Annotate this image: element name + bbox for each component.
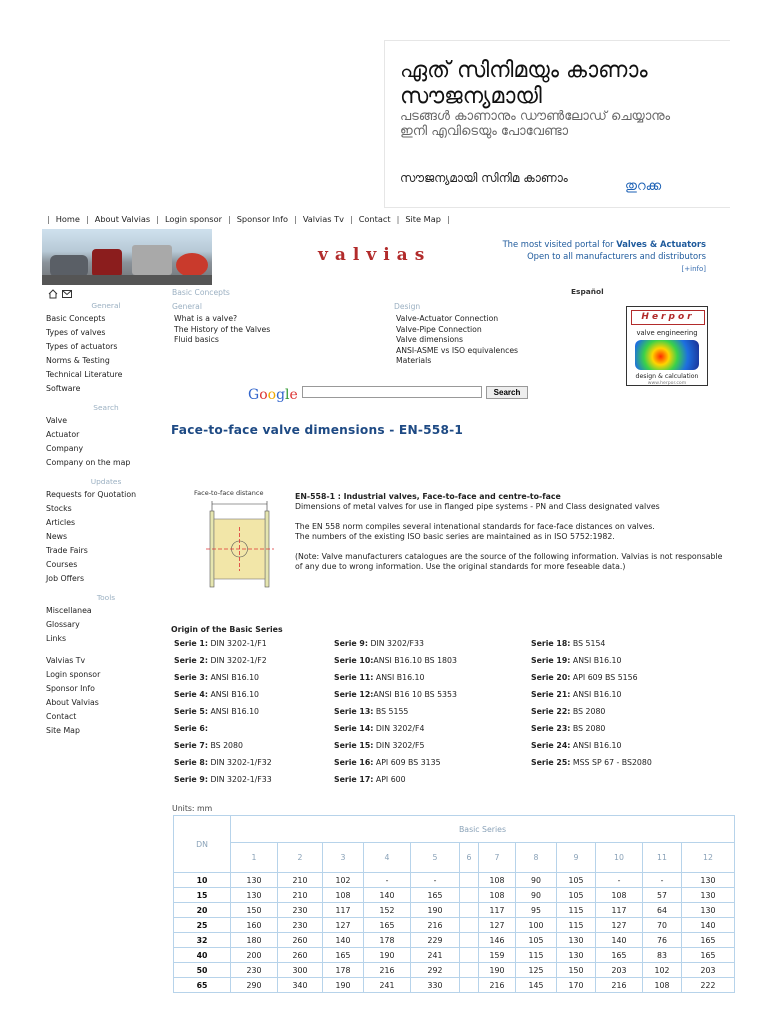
origin-label: Serie 18:: [531, 639, 571, 648]
table-cell: 127: [479, 918, 516, 933]
series-header: 12: [682, 843, 735, 873]
table-cell: [460, 888, 479, 903]
dn-cell: 50: [174, 963, 231, 978]
table-cell: 178: [364, 933, 411, 948]
sidebar-item-company-on-the-map[interactable]: Company on the map: [46, 458, 131, 467]
table-cell: 115: [557, 918, 596, 933]
series-header: 11: [643, 843, 682, 873]
table-cell: 160: [231, 918, 278, 933]
banner: [42, 229, 728, 285]
herpor-fea-image: [635, 340, 699, 370]
diagram-label: Face-to-face distance: [194, 489, 264, 497]
origin-label: Serie 8:: [174, 758, 208, 767]
origin-label: Serie 25:: [531, 758, 571, 767]
table-cell: 130: [231, 888, 278, 903]
table-cell: 130: [682, 888, 735, 903]
table-cell: 152: [364, 903, 411, 918]
table-cell: 100: [516, 918, 557, 933]
table-cell: 150: [231, 903, 278, 918]
sidebar-item-trade-fairs[interactable]: Trade Fairs: [46, 546, 88, 555]
table-row: [174, 873, 735, 888]
section-label: Basic Concepts: [172, 288, 230, 297]
table-cell: 117: [323, 903, 364, 918]
table-row: [174, 918, 735, 933]
table-cell: 140: [364, 888, 411, 903]
dn-header: DN: [174, 816, 231, 873]
origin-row: [531, 655, 731, 672]
origin-value: BS 2080: [570, 707, 606, 716]
table-cell: [460, 978, 479, 993]
origin-row: [334, 706, 534, 723]
sidebar-item-news[interactable]: News: [46, 532, 68, 541]
origin-label: Serie 1:: [174, 639, 208, 648]
table-cell: [460, 948, 479, 963]
sidebar-item-site-map[interactable]: Site Map: [46, 726, 80, 735]
table-cell: 90: [516, 888, 557, 903]
table-cell: 178: [323, 963, 364, 978]
sidebar-item-software[interactable]: Software: [46, 384, 81, 393]
series-header: 10: [596, 843, 643, 873]
intro-heading: EN-558-1 : Industrial valves, Face-to-face and centre-to-face: [295, 492, 561, 501]
tagline-bold: Valves & Actuators: [616, 239, 706, 249]
dn-cell: 32: [174, 933, 231, 948]
origin-value: DIN 3202-1/F33: [207, 775, 272, 784]
table-cell: 222: [682, 978, 735, 993]
table-cell: 130: [231, 873, 278, 888]
table-cell: 102: [643, 963, 682, 978]
table-cell: 190: [323, 978, 364, 993]
origin-value: ANSI B16.10: [207, 707, 260, 716]
sidebar-item-stocks[interactable]: Stocks: [46, 504, 72, 513]
origin-value: DIN 3202/F4: [373, 724, 425, 733]
concept-link-valve-actuator-connection[interactable]: Valve-Actuator Connection: [396, 314, 499, 323]
sidebar-item-valvias-tv[interactable]: Valvias Tv: [46, 656, 86, 665]
dn-cell: 20: [174, 903, 231, 918]
table-cell: 165: [682, 933, 735, 948]
origin-value: API 609 BS 3135: [373, 758, 441, 767]
series-header: 2: [278, 843, 323, 873]
table-cell: 105: [557, 888, 596, 903]
origin-label: Serie 16:: [334, 758, 374, 767]
sidebar-item-basic-concepts[interactable]: Basic Concepts: [46, 314, 106, 323]
table-cell: 76: [643, 933, 682, 948]
concept-link-the-history-of-the-valves[interactable]: The History of the Valves: [174, 324, 271, 334]
series-header: 8: [516, 843, 557, 873]
sidebar-item-types-of-valves[interactable]: Types of valves: [46, 328, 106, 337]
nav-link-site-map[interactable]: Site Map: [405, 214, 441, 224]
series-header: 1: [231, 843, 278, 873]
table-cell: 159: [479, 948, 516, 963]
design-heading: Design: [394, 302, 421, 311]
table-cell: 108: [479, 873, 516, 888]
table-cell: 140: [596, 933, 643, 948]
table-cell: 146: [479, 933, 516, 948]
sidebar-item-about-valvias[interactable]: About Valvias: [46, 698, 99, 707]
table-cell: 57: [643, 888, 682, 903]
concept-link-ansi-asme-vs-iso-equivalences[interactable]: ANSI-ASME vs ISO equivalences: [396, 345, 519, 355]
general-heading: General: [172, 302, 202, 311]
origin-label: Serie 13:: [334, 707, 374, 716]
table-cell: 115: [516, 948, 557, 963]
origin-row: [334, 740, 534, 757]
page-title: Face-to-face valve dimensions - EN-558-1: [171, 423, 464, 437]
table-cell: -: [411, 873, 460, 888]
dimensions-table: [173, 815, 735, 993]
table-cell: 200: [231, 948, 278, 963]
origin-label: Serie 19:: [531, 656, 571, 665]
origin-label: Serie 24:: [531, 741, 571, 750]
table-row: [174, 978, 735, 993]
series-header: 9: [557, 843, 596, 873]
series-header: 6: [460, 843, 479, 873]
table-cell: 150: [557, 963, 596, 978]
search-button[interactable]: Search: [486, 386, 528, 399]
origin-label: Serie 11:: [334, 673, 374, 682]
table-cell: 216: [364, 963, 411, 978]
origin-value: API 609 BS 5156: [570, 673, 638, 682]
mail-icon[interactable]: [62, 290, 72, 298]
origin-row: [334, 757, 534, 774]
nav-separator: |: [47, 214, 50, 224]
table-cell: 230: [278, 903, 323, 918]
table-cell: 260: [278, 933, 323, 948]
sidebar-item-courses[interactable]: Courses: [46, 560, 78, 569]
table-cell: 165: [596, 948, 643, 963]
sidebar-item-login-sponsor[interactable]: Login sponsor: [46, 670, 101, 679]
table-cell: 140: [682, 918, 735, 933]
sidebar-item-actuator[interactable]: Actuator: [46, 430, 80, 439]
origin-value: ANSI B16.10 BS 1803: [373, 656, 457, 665]
general-links: [174, 314, 270, 346]
sidebar-item-valve[interactable]: Valve: [46, 416, 68, 425]
table-cell: 70: [643, 918, 682, 933]
table-cell: 229: [411, 933, 460, 948]
table-cell: 165: [323, 948, 364, 963]
table-cell: -: [364, 873, 411, 888]
table-cell: 90: [516, 873, 557, 888]
series-header: 3: [323, 843, 364, 873]
origin-label: Serie 21:: [531, 690, 571, 699]
origin-label: Serie 7:: [174, 741, 208, 750]
origin-label: Serie 17:: [334, 775, 374, 784]
sidebar-item-requests-for-quotation[interactable]: Requests for Quotation: [46, 490, 137, 499]
advertisement[interactable]: [384, 40, 730, 208]
origin-label: Serie 12:: [334, 690, 374, 699]
tagline-second: Open to all manufacturers and distributors: [527, 251, 706, 261]
table-cell: 108: [596, 888, 643, 903]
sidebar-item-miscellanea[interactable]: Miscellanea: [46, 606, 92, 615]
nav-link-login-sponsor[interactable]: Login sponsor: [164, 214, 222, 224]
table-cell: 108: [323, 888, 364, 903]
table-cell: 241: [364, 978, 411, 993]
nav-separator: |: [396, 214, 400, 224]
series-group-header: Basic Series: [231, 816, 735, 843]
dn-cell: 40: [174, 948, 231, 963]
origin-value: DIN 3202/F33: [367, 639, 424, 648]
table-cell: 260: [278, 948, 323, 963]
table-cell: 210: [278, 873, 323, 888]
table-cell: 140: [323, 933, 364, 948]
origin-value: BS 2080: [207, 741, 243, 750]
table-cell: 330: [411, 978, 460, 993]
origin-label: Serie 9:: [174, 775, 208, 784]
origin-value: DIN 3202/F5: [373, 741, 425, 750]
intro-subheading: Dimensions of metal valves for use in flanged pipe systems - PN and Class designated valves: [295, 502, 660, 511]
sidebar-item-links[interactable]: Links: [46, 634, 67, 643]
sidebar-item-glossary[interactable]: Glossary: [46, 620, 80, 629]
table-cell: 127: [596, 918, 643, 933]
intro-note: (Note: Valve manufacturers catalogues are the source of the following information. Valvias is not responsable of any due to wrong information. Use the original standards for more feseable data.): [295, 552, 723, 571]
sidebar-item-contact[interactable]: Contact: [46, 712, 77, 721]
origin-value: ANSI B16.10: [570, 741, 622, 750]
table-cell: -: [596, 873, 643, 888]
origin-row: [334, 723, 534, 740]
origin-row: [334, 774, 534, 791]
table-cell: [460, 903, 479, 918]
home-icon[interactable]: [48, 289, 58, 299]
series-header: 7: [479, 843, 516, 873]
table-cell: 64: [643, 903, 682, 918]
origin-value: DIN 3202-1/F32: [207, 758, 272, 767]
origin-label: Serie 22:: [531, 707, 571, 716]
table-cell: 216: [596, 978, 643, 993]
table-cell: [460, 918, 479, 933]
origin-label: Serie 2:: [174, 656, 208, 665]
top-nav: [44, 212, 453, 226]
intro-p1b: The numbers of the existing ISO basic series are maintained as in ISO 5752:1982.: [295, 532, 615, 541]
tagline-pre: The most visited portal for: [502, 239, 617, 249]
origin-row: [531, 689, 731, 706]
origin-row: [531, 706, 731, 723]
table-cell: 180: [231, 933, 278, 948]
table-cell: 290: [231, 978, 278, 993]
origin-label: Serie 10:: [334, 656, 374, 665]
nav-link-valvias-tv[interactable]: Valvias Tv: [302, 214, 344, 224]
table-cell: 190: [479, 963, 516, 978]
units-label: Units: mm: [172, 804, 213, 813]
concept-link-what-is-a-valve-[interactable]: What is a valve?: [174, 314, 238, 323]
sidebar-item-articles[interactable]: Articles: [46, 518, 76, 527]
table-cell: 210: [278, 888, 323, 903]
concept-link-fluid-basics[interactable]: Fluid basics: [174, 335, 219, 344]
table-cell: 130: [557, 948, 596, 963]
face-to-face-diagram: [190, 489, 280, 589]
table-cell: 230: [278, 918, 323, 933]
table-row: [174, 948, 735, 963]
table-cell: 95: [516, 903, 557, 918]
table-row: [174, 888, 735, 903]
table-cell: 170: [557, 978, 596, 993]
table-cell: 117: [596, 903, 643, 918]
nav-separator: |: [294, 214, 297, 224]
origin-row: [531, 740, 731, 757]
table-row: [174, 933, 735, 948]
table-cell: 203: [596, 963, 643, 978]
nav-separator: |: [85, 214, 89, 224]
table-cell: 102: [323, 873, 364, 888]
sidebar-item-technical-literature[interactable]: Technical Literature: [46, 370, 123, 379]
table-cell: [460, 933, 479, 948]
sidebar-item-types-of-actuators[interactable]: Types of actuators: [46, 342, 118, 351]
table-cell: 130: [682, 873, 735, 888]
origin-label: Serie 23:: [531, 724, 571, 733]
table-cell: 127: [323, 918, 364, 933]
table-cell: 130: [557, 933, 596, 948]
table-cell: 203: [682, 963, 735, 978]
table-header-row: [174, 816, 735, 843]
table-cell: 190: [411, 903, 460, 918]
herpor-logo: Herpor: [631, 310, 705, 325]
table-cell: 115: [557, 903, 596, 918]
origin-row: [531, 672, 731, 689]
sidebar-spacer: [46, 646, 166, 654]
table-cell: 165: [411, 888, 460, 903]
ad-cta: സൗജന്യമായി സിനിമ കാണാം: [400, 171, 568, 185]
sidebar-heading: Tools: [96, 593, 116, 602]
table-cell: 125: [516, 963, 557, 978]
origins-heading: Origin of the Basic Series: [171, 625, 283, 634]
dn-cell: 25: [174, 918, 231, 933]
origin-value: BS 2080: [570, 724, 606, 733]
concept-link-valve-pipe-connection[interactable]: Valve-Pipe Connection: [396, 324, 482, 334]
ad-body: പടങ്ങൾ കാണാനും ഡൗൺലോഡ് ചെയ്യാനും ഇനി എവിടെയും പോവേണ്ടാ: [400, 109, 671, 139]
table-cell: [460, 873, 479, 888]
table-cell: 165: [682, 948, 735, 963]
series-header: 4: [364, 843, 411, 873]
banner-valves-image: [42, 229, 212, 285]
dn-cell: 10: [174, 873, 231, 888]
table-cell: 130: [682, 903, 735, 918]
sidebar-item-norms-testing[interactable]: Norms & Testing: [46, 356, 110, 365]
origin-row: [334, 689, 534, 706]
table-cell: 216: [411, 918, 460, 933]
design-links: [396, 314, 518, 367]
nav-link-contact[interactable]: Contact: [358, 214, 391, 224]
sidebar-heading: General: [91, 301, 121, 310]
table-cell: 216: [479, 978, 516, 993]
origin-value: DIN 3202-1/F2: [207, 656, 267, 665]
dn-cell: 15: [174, 888, 231, 903]
nav-separator: |: [349, 214, 353, 224]
table-cell: 108: [643, 978, 682, 993]
table-cell: 165: [364, 918, 411, 933]
search-input[interactable]: [302, 386, 482, 398]
nav-link-about-valvias[interactable]: About Valvias: [94, 214, 151, 224]
origin-value: BS 5155: [373, 707, 409, 716]
site-logo[interactable]: valvias: [318, 245, 432, 265]
origin-row: [531, 638, 731, 655]
table-cell: 105: [516, 933, 557, 948]
concept-link-materials[interactable]: Materials: [396, 356, 432, 365]
origin-label: Serie 5:: [174, 707, 208, 716]
origin-label: Serie 6:: [174, 724, 208, 733]
nav-separator: |: [156, 214, 159, 224]
sidebar-item-company[interactable]: Company: [46, 444, 84, 453]
table-cell: 292: [411, 963, 460, 978]
table-row: [174, 963, 735, 978]
origin-value: ANSI B16.10: [207, 673, 260, 682]
origin-label: Serie 15:: [334, 741, 374, 750]
series-header-row: [174, 843, 735, 873]
herpor-caption: design & calculation: [635, 373, 699, 380]
origin-value: ANSI B16.10: [373, 673, 425, 682]
origin-row: [334, 638, 534, 655]
origin-value: ANSI B16.10: [570, 690, 622, 699]
origin-value: MSS SP 67 - BS2080: [570, 758, 652, 767]
origin-value: DIN 3202-1/F1: [207, 639, 267, 648]
nav-separator: |: [446, 214, 450, 224]
nav-link-sponsor-info[interactable]: Sponsor Info: [236, 214, 289, 224]
origin-label: Serie 20:: [531, 673, 571, 682]
dn-cell: 65: [174, 978, 231, 993]
nav-link-home[interactable]: Home: [55, 214, 80, 224]
table-cell: 108: [479, 888, 516, 903]
ad-title: ഏത് സിനിമയും കാണാം സൗജന്യമായി: [400, 58, 648, 109]
origin-row: [531, 757, 731, 774]
table-cell: 241: [411, 948, 460, 963]
sidebar-heading: Search: [93, 403, 119, 412]
tagline: [503, 238, 706, 275]
table-cell: 230: [231, 963, 278, 978]
origin-value: BS 5154: [570, 639, 606, 648]
origin-label: Serie 9:: [334, 639, 368, 648]
herpor-subtitle: valve engineering: [636, 329, 698, 337]
intro-p1a: The EN 558 norm compiles several intenational standards for face-face distances on valves.: [295, 522, 655, 531]
origin-value: ANSI B16 10 BS 5353: [373, 690, 457, 699]
herpor-banner[interactable]: [626, 306, 708, 386]
herpor-url: www.herpor.com: [647, 381, 687, 386]
origin-label: Serie 4:: [174, 690, 208, 699]
origin-label: Serie 14:: [334, 724, 374, 733]
table-cell: 340: [278, 978, 323, 993]
sidebar-item-job-offers[interactable]: Job Offers: [46, 574, 85, 583]
language-link[interactable]: Español: [571, 287, 604, 296]
table-cell: 145: [516, 978, 557, 993]
google-logo: Google: [248, 387, 298, 403]
ad-open-link[interactable]: തുറക്ക: [625, 179, 662, 194]
table-cell: 117: [479, 903, 516, 918]
origin-value: API 600: [373, 775, 406, 784]
intro-text: [295, 492, 725, 572]
table-cell: 105: [557, 873, 596, 888]
concept-link-valve-dimensions[interactable]: Valve dimensions: [396, 335, 464, 344]
origin-row: [334, 655, 534, 672]
series-header: 5: [411, 843, 460, 873]
table-cell: 300: [278, 963, 323, 978]
table-cell: 83: [643, 948, 682, 963]
origin-row: [334, 672, 534, 689]
origin-row: [531, 723, 731, 740]
more-info-link[interactable]: [+info]: [681, 265, 706, 273]
sidebar: [46, 300, 166, 738]
sidebar-heading: Updates: [90, 477, 122, 486]
nav-separator: |: [227, 214, 231, 224]
origin-value: ANSI B16.10: [570, 656, 622, 665]
table-cell: [460, 963, 479, 978]
table-cell: -: [643, 873, 682, 888]
origin-value: ANSI B16.10: [207, 690, 260, 699]
origin-label: Serie 3:: [174, 673, 208, 682]
table-row: [174, 903, 735, 918]
sidebar-item-sponsor-info[interactable]: Sponsor Info: [46, 684, 95, 693]
table-cell: 190: [364, 948, 411, 963]
